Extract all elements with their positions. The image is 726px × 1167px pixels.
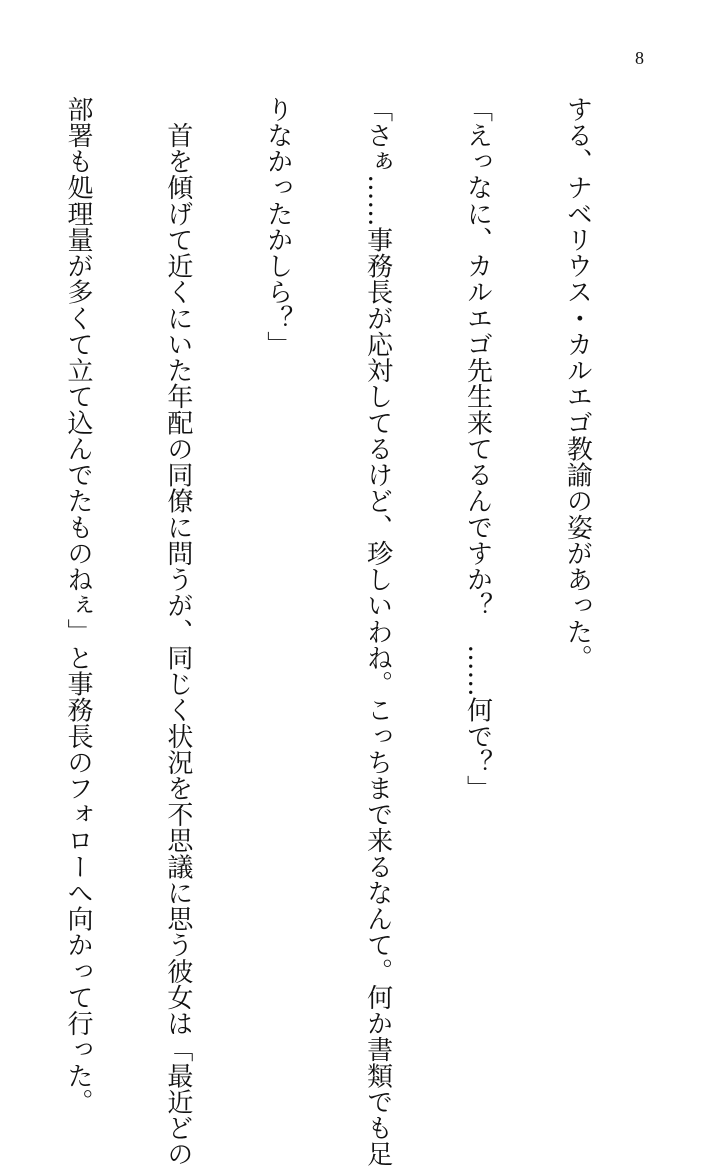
body-text bbox=[0, 96, 660, 1167]
text-line: 首を傾げて近くにいた年配の同僚に問うが、同じく状況を不思議に思う彼女は「最近どの bbox=[162, 96, 193, 1167]
text-line: 「さぁ……事務長が応対してるけど、珍しいわね。こっちまで来るなんて。何か書類でも足 bbox=[362, 96, 393, 1167]
text-line: 部署も処理量が多くて立て込んでたものねぇ」と事務長のフォローへ向かって行った。 bbox=[62, 96, 93, 1115]
text-line: りなかったかしら？」 bbox=[262, 96, 293, 358]
text-line: 「えっなに、カルエゴ先生来てるんですか？ ……何で？」 bbox=[462, 96, 493, 802]
page-number: 8 bbox=[635, 48, 644, 68]
text-line: する、ナベリウス・カルエゴ教諭の姿があった。 bbox=[562, 96, 593, 671]
